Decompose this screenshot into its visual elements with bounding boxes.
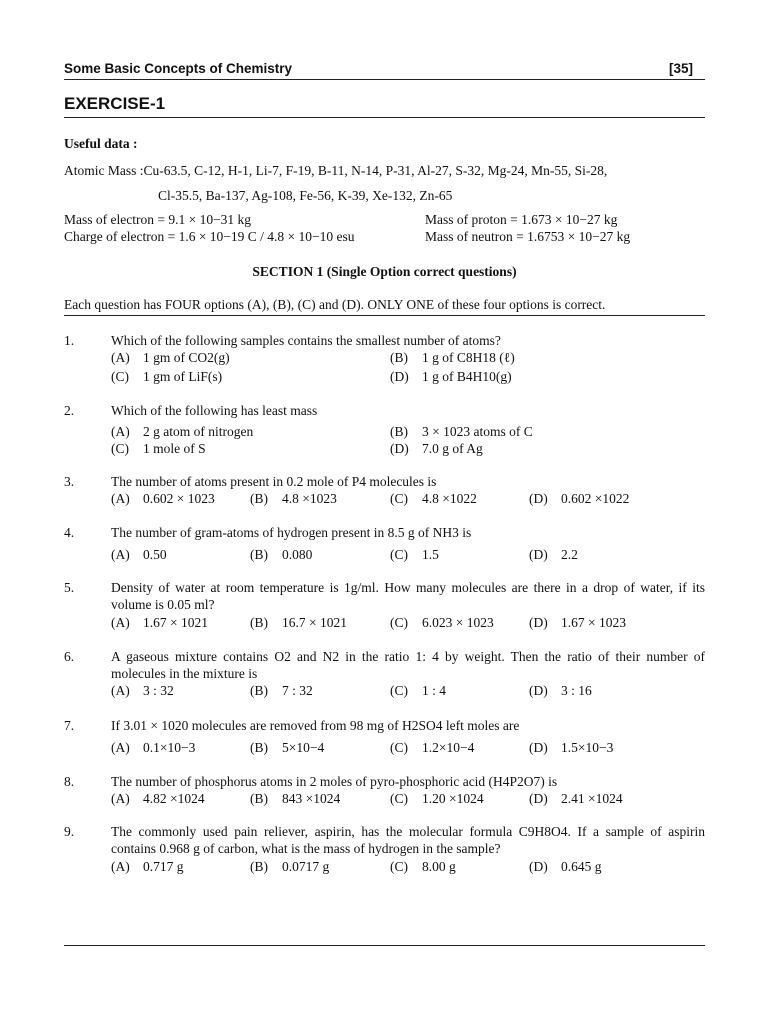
question-text: Which of the following samples contains the smallest number of atoms? [111,333,501,348]
exercise-title: EXERCISE-1 [64,94,166,113]
question-text: Density of water at room temperature is 1g/ml. How many molecules are there in a drop of water, if its volume is 0.05 ml? [111,580,705,612]
question-text: The number of atoms present in 0.2 mole of P4 molecules is [111,474,437,489]
option-d: (D) 1.5×10−3 [529,740,614,755]
option-d: (D) 0.645 g [529,859,602,874]
option-d: (D) 1.67 × 1023 [529,615,626,630]
option-c: (C) 1 gm of LiF(s) [111,369,223,384]
option-c: (C) 8.00 g [390,859,456,874]
electron-mass: Mass of electron = 9.1 × 10−31 kg [64,212,252,227]
question-text: A gaseous mixture contains O2 and N2 in the ratio 1: 4 by weight. Then the ratio of their number of molecules in the mixture is [111,649,705,681]
question-text: Which of the following has least mass [111,403,318,418]
option-a: (A) 4.82 ×1024 [111,791,205,806]
question-text: If 3.01 × 1020 molecules are removed from 98 mg of H2SO4 left moles are [111,718,520,733]
option-c: (C) 4.8 ×1022 [390,491,477,506]
option-a: (A) 0.1×10−3 [111,740,196,755]
option-a: (A) 3 : 32 [111,683,174,698]
constants-left [64,211,355,245]
option-b: (B) 4.8 ×1023 [250,491,337,506]
option-b: (B) 7 : 32 [250,683,313,698]
option-b: (B) 16.7 × 1021 [250,615,347,630]
option-a: (A) 2 g atom of nitrogen [111,424,254,439]
question-number: 8. [64,774,75,789]
option-d: (D) 2.41 ×1024 [529,791,623,806]
question-text: The number of phosphorus atoms in 2 moles of pyro-phosphoric acid (H4P2O7) is [111,774,558,789]
question-text: The commonly used pain reliever, aspirin, has the molecular formula C9H8O4. If a sample of aspirin contains 0.968 g of carbon, what is the mass of hydrogen in the sample? [111,824,705,856]
atomic-mass-line-1: Atomic Mass :Cu-63.5, C-12, H-1, Li-7, F-19, B-11, N-14, P-31, Al-27, S-32, Mg-24, Mn-55, Si-28, [64,163,608,178]
option-b: (B) 843 ×1024 [250,791,341,806]
proton-mass: Mass of proton = 1.673 × 10−27 kg [425,212,618,227]
option-a: (A) 0.50 [111,547,167,562]
option-a: (A) 1 gm of CO2(g) [111,350,230,365]
option-d: (D) 0.602 ×1022 [529,491,630,506]
option-a: (A) 1.67 × 1021 [111,615,208,630]
option-c: (C) 6.023 × 1023 [390,615,494,630]
header-rule [64,79,705,80]
chapter-title: Some Basic Concepts of Chemistry [64,61,293,76]
option-d: (D) 2.2 [529,547,578,562]
option-b: (B) 0.0717 g [250,859,330,874]
question-number: 9. [64,824,75,839]
question-number: 5. [64,580,75,595]
section-instruction: Each question has FOUR options (A), (B), (C) and (D). ONLY ONE of these four options is correct. [64,297,606,312]
neutron-mass: Mass of neutron = 1.6753 × 10−27 kg [425,229,631,244]
question-number: 7. [64,718,75,733]
question-number: 4. [64,525,75,540]
option-b: (B) 3 × 1023 atoms of C [390,424,533,439]
section-rule [64,315,705,316]
option-c: (C) 1 : 4 [390,683,447,698]
question-text: The number of gram-atoms of hydrogen present in 8.5 g of NH3 is [111,525,472,540]
option-a: (A) 0.717 g [111,859,184,874]
document-page [64,0,705,1024]
question-number: 1. [64,333,75,348]
constants-right [425,211,630,245]
option-a: (A) 0.602 × 1023 [111,491,215,506]
option-d: (D) 1 g of B4H10(g) [390,369,512,384]
footer-rule [64,945,705,946]
option-b: (B) 0.080 [250,547,313,562]
running-header [64,61,705,79]
option-b: (B) 5×10−4 [250,740,325,755]
question-number: 6. [64,649,75,664]
option-c: (C) 1.5 [390,547,439,562]
option-d: (D) 3 : 16 [529,683,592,698]
exercise-rule [64,117,705,118]
option-c: (C) 1.2×10−4 [390,740,475,755]
electron-charge: Charge of electron = 1.6 × 10−19 C / 4.8 × 10−10 esu [64,229,355,244]
page-number: [35] [668,61,693,76]
useful-data-label: Useful data : [64,136,138,151]
atomic-mass-line-2: Cl-35.5, Ba-137, Ag-108, Fe-56, K-39, Xe-132, Zn-65 [158,188,453,203]
question-number: 3. [64,474,75,489]
section-title: SECTION 1 (Single Option correct questions) [252,264,517,279]
question-number: 2. [64,403,75,418]
option-c: (C) 1.20 ×1024 [390,791,484,806]
option-d: (D) 7.0 g of Ag [390,441,483,456]
option-b: (B) 1 g of C8H18 (ℓ) [390,350,515,365]
option-c: (C) 1 mole of S [111,441,206,456]
